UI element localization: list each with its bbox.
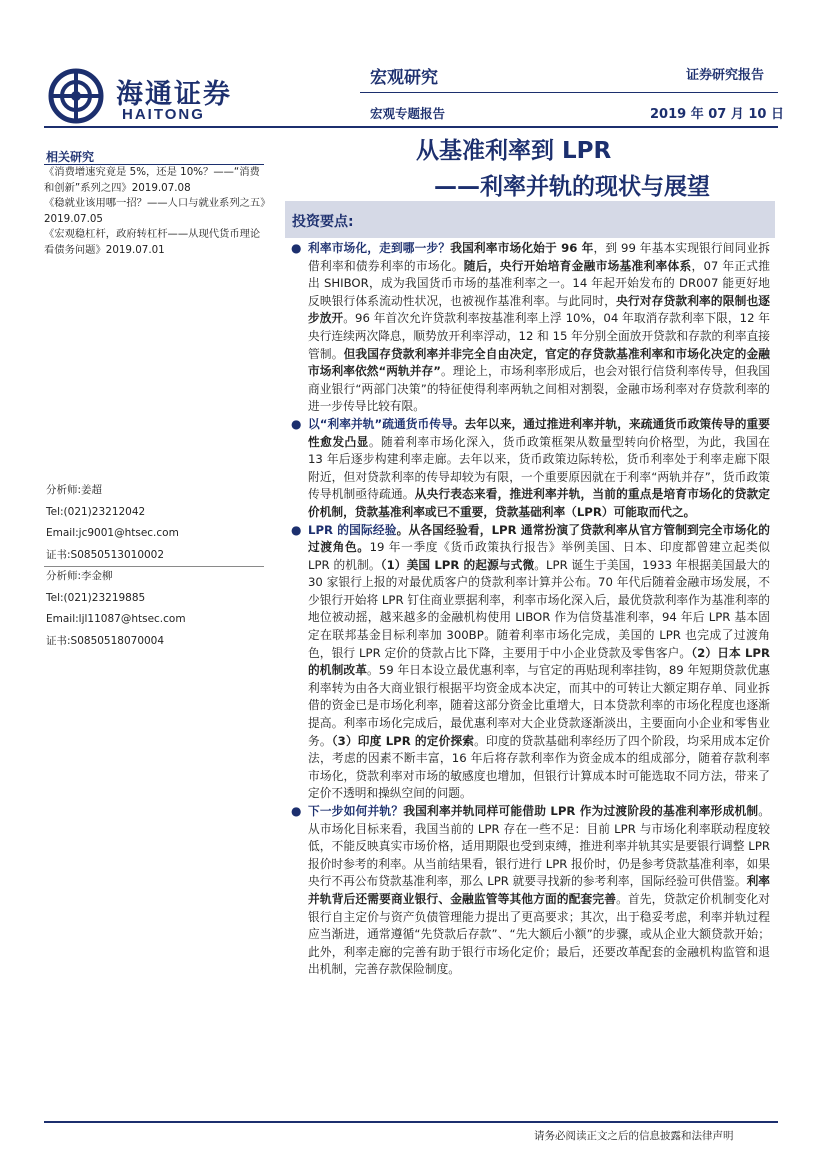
report-title: 从基准利率到 LPR <box>416 138 612 164</box>
point-heading: 利率市场化，走到哪一步？ <box>308 241 451 255</box>
related-research-item[interactable]: 《稳就业该用哪一招？——人口与就业系列之五》2019.07.05 <box>44 197 266 225</box>
summary-point: ● LPR 的国际经验。从各国经验看，LPR 通常扮演了贷款利率从官方管制到完全市场化的过渡角色。19 年一季度《货币政策执行报告》举例美国、日本、印度都曾建立起类似 LPR 的机制。（1）美国 LPR 的起源与式微。LPR 诞生于美国，1933 年根据美国最大的 30 家银行上报的对最优质客户的贷款利率计算并公布。70 年代后随着金融市场发展，不少银行开始将 LPR 钉住商业票据利率，利率市场化深入后，最优贷款利率作为基准利率的地位被动摇，越来越多的金融机构使用 LIBOR 作为信贷基准利率，94 年后 LPR 基本固定在联邦基金目标利率加 300BP。随着利率市场化完成，美国的 LPR 也完成了过渡角色，银行 LPR 定价的贷款占比下降，主要用于中小企业贷款及零售客户。（2）日本 LPR 的机制改革。59 年日本设立最优惠利率，与官定的再贴现利率挂钩，89 年短期贷款优惠利率转为由各大商业银行根据平均资金成本决定，而其中的可转让大额定期存单、同业拆借的资金已是市场化利率，随着这部分资金比重增大，日本贷款利率的市场化程度也逐渐提高。利率市场化完成后，最优惠利率对大企业贷款逐渐淡出，主要面向小企业和零售业务。（3）印度 LPR 的定价探索。印度的贷款基础利率经历了四个阶段，均采用成本定价法，考虑的因素不断丰富，16 年后将存款利率作为资金成本的组成部分，随着存款利率市场化，贷款利率对市场的敏感度也增加，但银行计算成本时可能选取不同方法，带来了定价不透明和操纵空间的问题。 <box>291 522 770 801</box>
analyst-name: 分析师:李金柳 <box>46 570 113 582</box>
footer-divider <box>44 1121 778 1123</box>
department-label: 宏观研究 <box>370 68 438 88</box>
haitong-emblem-icon <box>48 68 108 124</box>
point-heading: 下一步如何并轨？ <box>308 804 404 818</box>
logo-english-name: HAITONG <box>122 106 205 123</box>
report-date: 2019 年 07 月 10 日 <box>650 107 784 122</box>
analyst-block <box>46 566 266 652</box>
analyst-email[interactable]: Email:jc9001@htsec.com <box>46 527 179 539</box>
analyst-block <box>46 480 266 566</box>
haitong-logo <box>48 68 248 124</box>
summary-header-bar <box>285 201 775 238</box>
header-divider-bottom <box>44 126 778 128</box>
summary-point: ● 以“利率并轨”疏通货币传导。去年以来，通过推进利率并轨，来疏通货币政策传导的重要性愈发凸显。随着利率市场化深入，货币政策框架从数量型转向价格型，为此，我国在 13 年后逐步构建利率走廊。去年以来，货币政策边际转松，货币利率处于利率走廊下限附近，但对贷款利率的传导却较为有限，一个重要原因就在于利率“两轨并存”，货币政策传导机制亟待疏通。从央行表态来看，推进利率并轨，当前的重点是培育市场化的贷款定价机制，贷款基准利率或已不重要，贷款基础利率（LPR）可能取而代之。 <box>291 416 770 519</box>
analyst-cert: 证书:S0850518070004 <box>46 634 165 647</box>
logo-chinese-name: 海通证券 <box>116 79 232 110</box>
bullet-icon: ● <box>291 241 302 255</box>
report-type-label: 证券研究报告 <box>686 68 765 83</box>
bullet-icon: ● <box>291 522 302 537</box>
point-heading: 以“利率并轨”疏通货币传导 <box>308 416 453 431</box>
report-subtitle: ——利率并轨的现状与展望 <box>434 174 710 200</box>
related-research-item[interactable]: 《消费增速究竟是 5%，还是 10%？——“消费和创新”系列之四》2019.07.08 <box>44 166 260 194</box>
report-subtype-label: 宏观专题报告 <box>370 106 446 121</box>
point-heading: LPR 的国际经验 <box>308 522 397 537</box>
header-divider-top <box>360 92 778 93</box>
footer-disclaimer: 请务必阅读正文之后的信息披露和法律声明 <box>534 1130 734 1142</box>
analyst-tel: Tel:(021)23212042 <box>46 505 146 518</box>
summary-body <box>290 240 770 979</box>
analyst-email[interactable]: Email:ljl11087@htsec.com <box>46 613 186 625</box>
summary-point: ● 下一步如何并轨？我国利率并轨同样可能借助 LPR 作为过渡阶段的基准利率形成机制。从市场化目标来看，我国当前的 LPR 存在一些不足：目前 LPR 与市场化利率联动程度较低，不能反映真实市场价格，适用期限也受到束缚，推进利率并轨其实是要银行调整 LPR 报价时参考的利率。从当前结果看，银行进行 LPR 报价时，仍是参考贷款基准利率，如果央行不再公布贷款基准利率，那么 LPR 就要寻找新的参考利率，国际经验可供借鉴。利率并轨背后还需要商业银行、金融监管等其他方面的配套完善。首先，贷款定价机制变化对银行自主定价与资产负债管理能力提出了更高要求；其次，出于稳妥考虑，利率并轨过程应当渐进，通常遵循“先贷款后存款”、“先大额后小额”的步骤，或从企业大额贷款开始；此外，利率走廊的完善有助于银行市场化定价；最后，还要改革配套的金融机构监管和退出机制，完善存款保险制度。 <box>291 804 770 977</box>
bullet-icon: ● <box>291 804 302 818</box>
related-research-item[interactable]: 《宏观稳杠杆，政府转杠杆——从现代货币理论看债务问题》2019.07.01 <box>44 228 261 256</box>
summary-heading: 投资要点: <box>292 214 354 230</box>
analyst-cert: 证书:S0850513010002 <box>46 548 165 561</box>
summary-point: ● 利率市场化，走到哪一步？我国利率市场化始于 96 年，到 99 年基本实现银行间同业拆借利率和债券利率的市场化。随后，央行开始培育金融市场基准利率体系，07 年正式推出 SHIBOR，成为我国货币市场的基准利率之一。14 年起开始发布的 DR007 能更好地反映银行体系流动性状况，也被视作基准利率。与此同时，央行对存贷款利率的限制也逐步放开。96 年首次允许贷款利率按基准利率上浮 10%，04 年取消存款利率下限，12 年央行连续两次降息，顺势放开利率浮动，12 和 15 年分别全面放开贷款和存款的利率直接管制。但我国存贷款利率并非完全自由决定，官定的存贷款基准利率和市场化决定的金融市场利率依然“两轨并存”。理论上，市场利率形成后，也会对银行信贷利率传导，但我国商业银行“两部门决策”的特征使得利率两轨之间相对割裂，金融市场利率对存贷款利率的进一步传导比较有限。 <box>291 241 770 414</box>
related-research-heading: 相关研究 <box>46 150 95 164</box>
analyst-name: 分析师:姜超 <box>46 484 103 496</box>
related-research-list <box>44 165 268 258</box>
bullet-icon: ● <box>291 416 302 431</box>
analyst-tel: Tel:(021)23219885 <box>46 591 146 604</box>
